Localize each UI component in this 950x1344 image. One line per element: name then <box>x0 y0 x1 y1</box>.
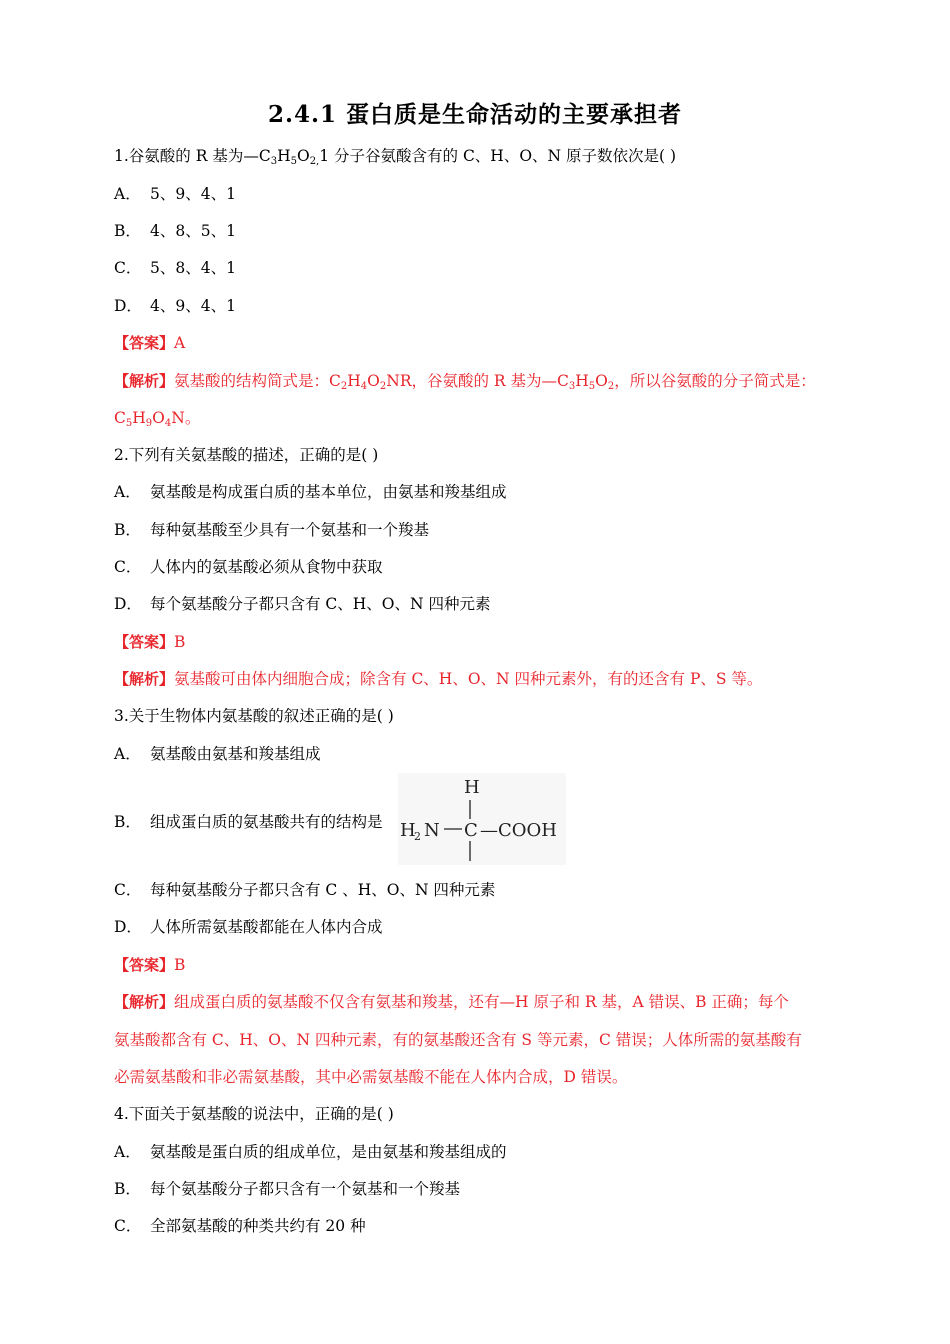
question-1-stem: 1.谷氨酸的 R 基为$—C_3H_5O_{2,}1$ 分子谷氨酸含有的 C、H、O、N 原子数依次是( ) <box>114 147 677 167</box>
question-2-option-a: A． 氨基酸是构成蛋白质的基本单位，由氨基和羧基组成 <box>114 483 507 501</box>
question-4-stem: 4.下面关于氨基酸的说法中，正确的是( ) <box>114 1105 394 1123</box>
structure-center-c: C <box>464 820 478 841</box>
question-3-option-a: A． 氨基酸由氨基和羧基组成 <box>114 745 321 763</box>
question-4-option-b: B． 每个氨基酸分子都只含有一个氨基和一个羧基 <box>114 1180 461 1198</box>
question-1-option-b: B． 4、8、5、1 <box>114 222 236 240</box>
structure-cooh: —COOH <box>480 820 557 841</box>
question-3-analysis: 【解析】组成蛋白质的氨基酸不仅含有氨基和羧基，还有—H 原子和 R 基，A 错误、B 正确；每个 <box>114 993 789 1011</box>
question-2-stem: 2.下列有关氨基酸的描述，正确的是( ) <box>114 446 379 464</box>
structure-n: N <box>424 820 440 841</box>
question-1-analysis-cont: $C_5H_9O_4N$。 <box>114 409 201 429</box>
question-3-stem: 3.关于生物体内氨基酸的叙述正确的是( ) <box>114 707 394 725</box>
question-1-answer: 【答案】A <box>114 334 186 352</box>
question-3-option-d: D． 人体所需氨基酸都能在人体内合成 <box>114 918 383 936</box>
question-4-option-a: A． 氨基酸是蛋白质的组成单位，是由氨基和羧基组成的 <box>114 1143 507 1161</box>
question-2-analysis: 【解析】氨基酸可由体内细胞合成；除含有 C、H、O、N 四种元素外，有的还含有 P、S 等。 <box>114 670 763 688</box>
question-1-option-c: C． 5、8、4、1 <box>114 259 236 277</box>
question-4-option-c: C． 全部氨基酸的种类共约有 20 种 <box>114 1217 366 1235</box>
question-3-answer: 【答案】B <box>114 956 186 974</box>
question-1-option-d: D． 4、9、4、1 <box>114 297 236 315</box>
question-2-answer: 【答案】B <box>114 633 186 651</box>
amino-acid-structure-diagram <box>398 773 566 865</box>
question-1-option-a: A． 5、9、4、1 <box>114 185 236 203</box>
question-2-option-d: D． 每个氨基酸分子都只含有 C、H、O、N 四种元素 <box>114 595 491 613</box>
structure-top-h: H <box>464 777 480 798</box>
question-3-analysis-line-2: 氨基酸都含有 C、H、O、N 四种元素，有的氨基酸还含有 S 等元素，C 错误；人体所需的氨基酸有 <box>114 1031 802 1049</box>
question-3-option-b: B． 组成蛋白质的氨基酸共有的结构是 <box>114 813 383 831</box>
question-2-option-b: B． 每种氨基酸至少具有一个氨基和一个羧基 <box>114 521 430 539</box>
structure-subscript: 2 <box>414 830 421 843</box>
question-2-option-c: C． 人体内的氨基酸必须从食物中获取 <box>114 558 383 576</box>
question-1-analysis: 【解析】氨基酸的结构简式是：$C_2H_4O_2NR$，谷氨酸的 R 基为$—C_3H_5O_2$，所以谷氨酸的分子简式是： <box>114 372 816 392</box>
page-title: 2.4.1 蛋白质是生命活动的主要承担者 <box>267 101 683 128</box>
question-3-option-c: C． 每种氨基酸分子都只含有 C 、H、O、N 四种元素 <box>114 881 496 899</box>
structure-left-h: H <box>400 820 416 841</box>
question-3-analysis-line-3: 必需氨基酸和非必需氨基酸，其中必需氨基酸不能在人体内合成，D 错误。 <box>114 1068 628 1086</box>
